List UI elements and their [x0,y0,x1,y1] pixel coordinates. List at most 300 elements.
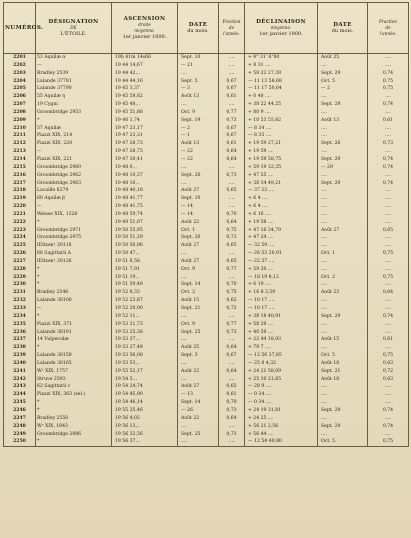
star-number: 2202 [4,62,36,70]
dec-fraction: .... [368,415,409,423]
ra-date: .... [178,423,219,431]
ra-fraction: .... [219,101,245,109]
table-row [4,234,409,242]
dec-fraction: 0,75 [368,78,409,86]
right-ascension: 19 44 44,16 [112,78,178,86]
ra-fraction: 0,64 [219,148,245,156]
ra-fraction: 0,75 [219,227,245,235]
dec-fraction: 0,74 [368,407,409,415]
declination: — 8 35 .... [245,132,318,140]
table-row [4,227,409,235]
star-number: 2210 [4,125,36,133]
dec-fraction: 0,74 [368,180,409,188]
dec-date: Sept. 29 [318,407,368,415]
dec-fraction: .... [368,281,409,289]
dec-fraction: 0,74 [368,101,409,109]
dec-date: Sept. 29 [318,313,368,321]
right-ascension: 19 48 59,74 [112,211,178,219]
star-designation: — [36,203,112,211]
ra-fraction: 0,67 [219,352,245,360]
declination: + 8 31 .... [245,62,318,70]
dec-fraction: .... [368,431,409,439]
star-number: 2235 [4,321,36,329]
dec-date: .... [318,329,368,337]
ra-date: Oct. 9 [178,266,219,274]
table-row [4,423,409,431]
declination: — 10 17 .... [245,305,318,313]
star-number: 2236 [4,329,36,337]
star-designation: 14 Vulpeculæ [36,336,112,344]
dec-fraction: .... [368,211,409,219]
right-ascension: 19 56 4,02 [112,415,178,423]
right-ascension: 19 44 42,.. [112,70,178,78]
right-ascension: 19 51 6,58 [112,258,178,266]
ra-date: Août 22 [178,415,219,423]
ra-fraction: .... [219,62,245,70]
dec-fraction: .... [368,125,409,133]
star-designation: 55 Aquilæ η [36,93,112,101]
dec-date: .... [318,258,368,266]
right-ascension: 19 53 53,.. [112,360,178,368]
star-number: 2231 [4,289,36,297]
dec-fraction: .... [368,383,409,391]
declination: — 10 17 .... [245,297,318,305]
declination: — 8 34 .... [245,125,318,133]
ra-fraction: 0,67 [219,85,245,93]
dec-date: Oct. 1 [318,250,368,258]
star-designation: Piazzi XIX, 371 [36,321,112,329]
star-number: 2220 [4,203,36,211]
star-number: 2250 [4,438,36,446]
declination: + 19 58 .... [245,219,318,227]
star-number: 2232 [4,297,36,305]
dec-fraction: 0,74 [368,423,409,431]
declination: + 59 19 32,35 [245,164,318,172]
ra-fraction: 0,64 [219,368,245,376]
dec-fraction: 0,75 [368,438,409,446]
ra-date: Sept. 5 [178,78,219,86]
declination: + 24 19 31,81 [245,407,318,415]
star-designation: * [36,438,112,446]
star-designation: * [36,344,112,352]
declination: + 58 29 .... [245,321,318,329]
ra-date: Sept. 21 [178,305,219,313]
dec-date: Août 23 [318,289,368,297]
dec-fraction: 0,63 [368,376,409,384]
star-designation: — [36,305,112,313]
star-designation: * [36,399,112,407]
ra-date: Août 27 [178,383,219,391]
dec-date: .... [318,211,368,219]
declination: + 80 9 .... [245,109,318,117]
ra-fraction: 0,73 [219,117,245,125]
ra-date: — 21 [178,62,219,70]
star-designation: 60 Sagittarii A [36,250,112,258]
ra-fraction: .... [219,203,245,211]
dec-fraction: 0,61 [368,117,409,125]
dec-date: .... [318,148,368,156]
dec-date: .... [318,125,368,133]
table-row [4,180,409,188]
table-row [4,187,409,195]
dec-fraction: 0,72 [368,368,409,376]
dec-date: — 2 [318,85,368,93]
dec-fraction: 0,75 [368,85,409,93]
dec-fraction: 0,75 [368,250,409,258]
ra-fraction: 0,67 [219,132,245,140]
ra-fraction: 0,64 [219,415,245,423]
ra-date: Août 27 [178,242,219,250]
star-designation: Piazzi XIX, 221 [36,156,112,164]
dec-date: Sept. 29 [318,180,368,188]
star-designation: 60 Aquilæ β [36,195,112,203]
star-number: 2241 [4,368,36,376]
star-designation: * [36,274,112,282]
ra-date: Sept. 3 [178,352,219,360]
star-designation: 57 Aquilæ [36,125,112,133]
star-number: 2207 [4,101,36,109]
star-designation: Wᵉ XIX, 1757 [36,368,112,376]
dec-date: — 29 [318,164,368,172]
table-row [4,329,409,337]
dec-date: .... [318,344,368,352]
declination: — 12 56 37,85 [245,352,318,360]
ra-date: Oct. 2 [178,289,219,297]
ra-fraction: .... [219,250,245,258]
declination: + 38 22 44,25 [245,101,318,109]
right-ascension: 19 56 32,56 [112,431,178,439]
declination: — 25 8 4,32 [245,360,318,368]
right-ascension: 19 52 8,33 [112,289,178,297]
table-row [4,172,409,180]
ra-date: Août 15 [178,297,219,305]
ra-date: .... [178,250,219,258]
star-designation: Piazzi XIX, 363 (sel.) [36,391,112,399]
ra-fraction: 0,64 [219,219,245,227]
ra-date: Sept. 25 [178,329,219,337]
dec-date: Sept. 21 [318,368,368,376]
ra-date: Août 13 [178,93,219,101]
declination: + 56 44 .... [245,431,318,439]
table-row [4,352,409,360]
declination: + 47 16 34,79 [245,227,318,235]
star-number: 2243 [4,383,36,391]
ra-date: .... [178,438,219,446]
table-row [4,305,409,313]
right-ascension: 19 54 45,90 [112,391,178,399]
table-row [4,140,409,148]
star-number: 2205 [4,85,36,93]
right-ascension: 19 54 24,74 [112,383,178,391]
dec-date: Août 18 [318,376,368,384]
star-number: 2248 [4,423,36,431]
right-ascension: 19 47 23,31 [112,132,178,140]
declination: — 12 54 40,80 [245,438,318,446]
dec-fraction: .... [368,329,409,337]
ra-date: .... [178,360,219,368]
table-row [4,297,409,305]
star-number: 2218 [4,187,36,195]
star-number: 2217 [4,180,36,188]
right-ascension: 19 47 23,17 [112,125,178,133]
star-designation: * [36,281,112,289]
right-ascension: 19 48 10,37 [112,172,178,180]
star-designation: Groombridge 2962 [36,172,112,180]
dec-fraction: .... [368,321,409,329]
ra-date: Sept. 26 [178,172,219,180]
ra-fraction: 0,77 [219,109,245,117]
declination: + 6 4 .... [245,195,318,203]
star-designation: * [36,117,112,125]
declination: + 40 59 .... [245,329,318,337]
table-row [4,242,409,250]
star-catalog-table [3,2,409,447]
header-fraction-dec: Fraction de l'année. [368,3,409,54]
dec-fraction: 0,74 [368,156,409,164]
table-row [4,156,409,164]
dec-date: .... [318,234,368,242]
right-ascension: 19h 41m 14s66 [112,54,178,62]
star-designation: * [36,219,112,227]
header-declinaison: DÉCLINAISON moyenne. 1er janvier 1800. [245,3,318,54]
dec-date: Oct. 5 [318,438,368,446]
star-designation: Lalande 38159 [36,352,112,360]
table-row [4,344,409,352]
declination: + 0 40 .... [245,93,318,101]
star-designation: * [36,313,112,321]
ra-date: .... [178,336,219,344]
ra-date: Août 22 [178,219,219,227]
table-row [4,125,409,133]
star-number: 2206 [4,93,36,101]
dec-date: .... [318,399,368,407]
dec-fraction: .... [368,203,409,211]
ra-date: .... [178,101,219,109]
declination: — 18 19 8,12 [245,274,318,282]
dec-date: .... [318,321,368,329]
ra-date: — 14 [178,211,219,219]
declination: — 0 34 .... [245,391,318,399]
star-number: 2247 [4,415,36,423]
ra-date: — 3 [178,85,219,93]
star-designation: * [36,407,112,415]
dec-fraction: .... [368,266,409,274]
ra-fraction: .... [219,360,245,368]
declination: — 22 37 .... [245,258,318,266]
dec-fraction: .... [368,172,409,180]
ra-date: Oct. 1 [178,227,219,235]
star-number: 2226 [4,250,36,258]
star-designation: 19 Cygni [36,101,112,109]
star-number: 2204 [4,78,36,86]
star-designation: Lalande 37790 [36,85,112,93]
right-ascension: 19 56 13,.. [112,423,178,431]
star-designation: Groombridge 2953 [36,109,112,117]
table-row [4,313,409,321]
table-row [4,399,409,407]
star-number: 2223 [4,227,36,235]
table-row [4,383,409,391]
dec-fraction: .... [368,234,409,242]
ra-fraction: .... [219,313,245,321]
ra-fraction: 0,73 [219,407,245,415]
table-row [4,281,409,289]
right-ascension: 19 52 11,.. [112,313,178,321]
ra-date: .... [178,180,219,188]
star-designation: Lalande 38191 [36,329,112,337]
table-row [4,274,409,282]
table-row [4,360,409,368]
dec-date: Sept. 29 [318,423,368,431]
ra-fraction: .... [219,54,245,62]
dec-date: .... [318,62,368,70]
right-ascension: 19 53 37,.. [112,336,178,344]
right-ascension: 19 47 28,73 [112,140,178,148]
dec-fraction: 0,64 [368,289,409,297]
ra-fraction: 0,77 [219,266,245,274]
table-row [4,415,409,423]
star-number: 2233 [4,305,36,313]
right-ascension: 19 51 7,91 [112,266,178,274]
header-fraction-ar: Fraction de l'année. [219,3,245,54]
star-designation: Groombridge 2975 [36,234,112,242]
star-number: 2201 [4,54,36,62]
table-row [4,376,409,384]
table-row [4,132,409,140]
dec-date: Août 13 [318,117,368,125]
star-number: 2216 [4,172,36,180]
declination: + 24 21 58,09 [245,368,318,376]
star-designation: Struve 2593 [36,376,112,384]
table-row [4,78,409,86]
star-designation: Piazzi XIX, 214 [36,132,112,140]
star-number: 2229 [4,274,36,282]
ra-date: Sept. 10 [178,195,219,203]
ra-date: — 2 [178,125,219,133]
right-ascension: 19 47 28,75 [112,148,178,156]
declination: — 0 34 .... [245,399,318,407]
declination: + 10 53 55,82 [245,117,318,125]
dec-date: .... [318,172,368,180]
declination: + 8° 31' 6"80 [245,54,318,62]
dec-fraction: 0,73 [368,140,409,148]
star-number: 2225 [4,242,36,250]
dec-date: Oct. 5 [318,78,368,86]
ra-date: Oct. 9 [178,109,219,117]
right-ascension: 19 49 51,07 [112,219,178,227]
right-ascension: 19 54 5,.. [112,376,178,384]
ra-fraction: .... [219,70,245,78]
ra-fraction: 0,73 [219,329,245,337]
right-ascension: 19 45 51,86 [112,109,178,117]
star-number: 2203 [4,70,36,78]
star-designation: Groombridge 2971 [36,227,112,235]
ra-date: Août 22 [178,368,219,376]
star-designation: Groombridge 2986 [36,431,112,439]
ra-fraction: 0,73 [219,234,245,242]
ra-fraction: .... [219,180,245,188]
dec-fraction: .... [368,399,409,407]
declination: + 6 19 .... [245,281,318,289]
declination: + 19 59 27,21 [245,140,318,148]
table-row [4,203,409,211]
dec-date: Sept. 29 [318,70,368,78]
ra-date: — 13 [178,391,219,399]
star-number: 2222 [4,219,36,227]
dec-date: .... [318,109,368,117]
declination: + 24 25 .... [245,415,318,423]
ra-fraction: .... [219,376,245,384]
dec-date: .... [318,219,368,227]
star-number: 2237 [4,336,36,344]
ra-date: — 22 [178,148,219,156]
right-ascension: 19 44 14,67 [112,62,178,70]
declination: — 32 59 .... [245,242,318,250]
star-number: 2238 [4,344,36,352]
dec-fraction: .... [368,187,409,195]
right-ascension: 19 46 1,74 [112,117,178,125]
ra-date: — 14 [178,203,219,211]
table-row [4,368,409,376]
declination: + 19 59 .... [245,148,318,156]
right-ascension: 19 55 35,46 [112,407,178,415]
ra-fraction: .... [219,164,245,172]
ra-date: Août 27 [178,187,219,195]
table-row [4,336,409,344]
dec-fraction: .... [368,219,409,227]
star-designation: Lacaille 8279 [36,187,112,195]
ra-fraction: 0,64 [219,156,245,164]
table-row [4,109,409,117]
declination: + 25 10 21,65 [245,376,318,384]
star-number: 2212 [4,140,36,148]
star-designation: Œltzen¹ 20126 [36,258,112,266]
dec-date: .... [318,383,368,391]
ra-fraction: 0,70 [219,211,245,219]
right-ascension: 19 56 37,.. [112,438,178,446]
ra-fraction: 0,77 [219,321,245,329]
table-row [4,250,409,258]
dec-date: Oct. 2 [318,274,368,282]
right-ascension: 19 50 56,06 [112,242,178,250]
dec-fraction: 0,75 [368,274,409,282]
table-row [4,117,409,125]
right-ascension: 19 53 21,73 [112,321,178,329]
table-row [4,438,409,446]
ra-fraction: 0,64 [219,344,245,352]
dec-fraction: .... [368,258,409,266]
header-numero: NUMÉROS. [4,3,36,54]
star-designation: Lalande 38100 [36,297,112,305]
ra-date: Sept. 10 [178,54,219,62]
star-designation: — [36,148,112,156]
dec-fraction: 0,75 [368,352,409,360]
table-row [4,195,409,203]
declination: + 56 21 2,56 [245,423,318,431]
ra-fraction: 0,70 [219,281,245,289]
table-row [4,62,409,70]
star-designation: Groombridge 2960 [36,164,112,172]
right-ascension: 19 48 0,.. [112,164,178,172]
dec-fraction: .... [368,195,409,203]
ra-fraction: 0,61 [219,391,245,399]
right-ascension: 19 50 55,95 [112,227,178,235]
dec-date: .... [318,281,368,289]
right-ascension: 19 48 40,18 [112,187,178,195]
ra-date: .... [178,376,219,384]
star-number: 2228 [4,266,36,274]
declination: + 22 44 18,93 [245,336,318,344]
